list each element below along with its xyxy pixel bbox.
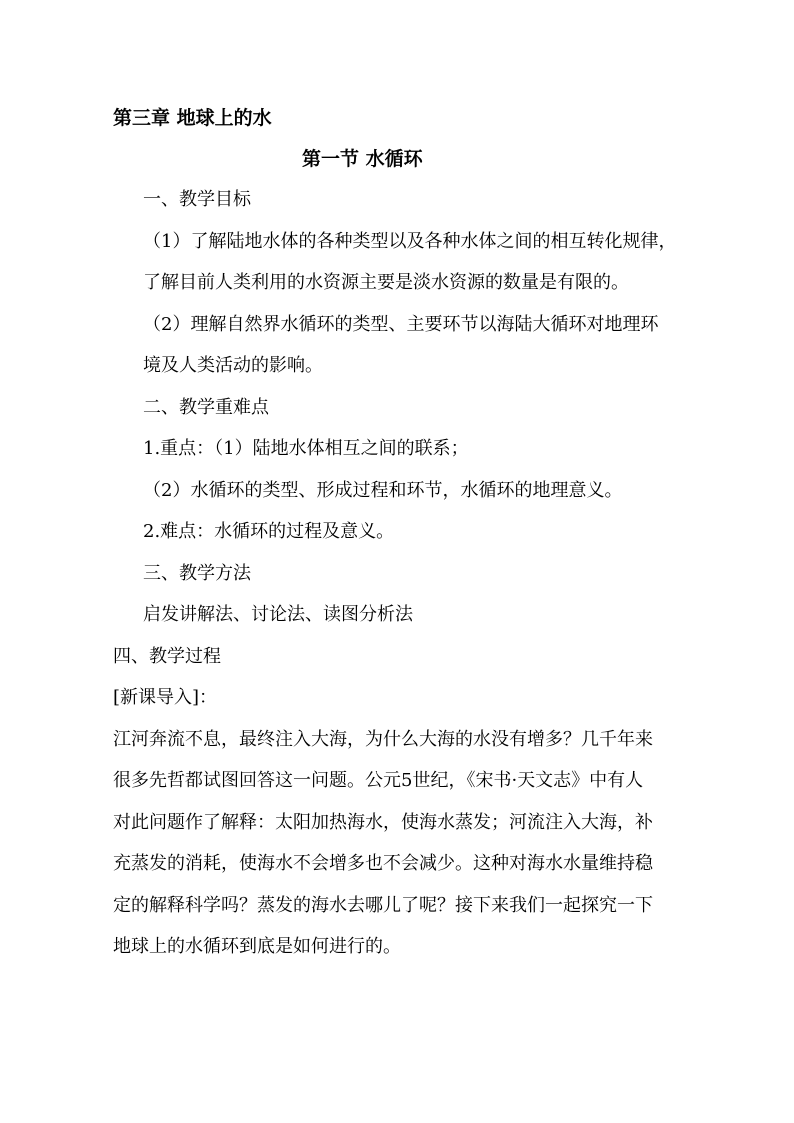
objectives-heading: 一、教学目标	[143, 189, 251, 210]
methods-text: 启发讲解法、讨论法、读图分析法	[143, 604, 413, 625]
process-heading: 四、教学过程	[113, 646, 221, 667]
objective-2-line-2: 境及人类活动的影响。	[143, 355, 323, 376]
intro-label: [新课导入]：	[113, 687, 218, 708]
objective-1-line-2: 了解目前人类利用的水资源主要是淡水资源的数量是有限的。	[143, 272, 629, 293]
intro-paragraph-line: 定的解释科学吗？蒸发的海水去哪儿了呢？接下来我们一起探究一下	[113, 895, 653, 916]
intro-paragraph-line: 很多先哲都试图回答这一问题。公元5世纪，《宋书·天文志》中有人	[113, 770, 644, 791]
key-points-heading: 二、教学重难点	[143, 397, 269, 418]
objective-1-line-1: （1）了解陆地水体的各种类型以及各种水体之间的相互转化规律，	[143, 231, 677, 252]
methods-heading: 三、教学方法	[143, 563, 251, 584]
intro-paragraph-line: 对此问题作了解释：太阳加热海水，使海水蒸发；河流注入大海，补	[113, 812, 653, 833]
focus-line-2: （2）水循环的类型、形成过程和环节，水循环的地理意义。	[143, 480, 623, 501]
intro-paragraph-line: 充蒸发的消耗，使海水不会增多也不会减少。这种对海水水量维持稳	[113, 853, 653, 874]
focus-line-1: 1.重点：（1）陆地水体相互之间的联系；	[143, 438, 469, 459]
intro-paragraph-line: 江河奔流不息，最终注入大海，为什么大海的水没有增多？几千年来	[113, 729, 653, 750]
difficulty-line: 2.难点：水循环的过程及意义。	[143, 521, 395, 542]
chapter-title: 第三章 地球上的水	[113, 107, 272, 129]
objective-2-line-1: （2）理解自然界水循环的类型、主要环节以海陆大循环对地理环	[143, 314, 659, 335]
intro-paragraph-line: 地球上的水循环到底是如何进行的。	[113, 936, 401, 957]
section-title: 第一节 水循环	[302, 148, 423, 170]
